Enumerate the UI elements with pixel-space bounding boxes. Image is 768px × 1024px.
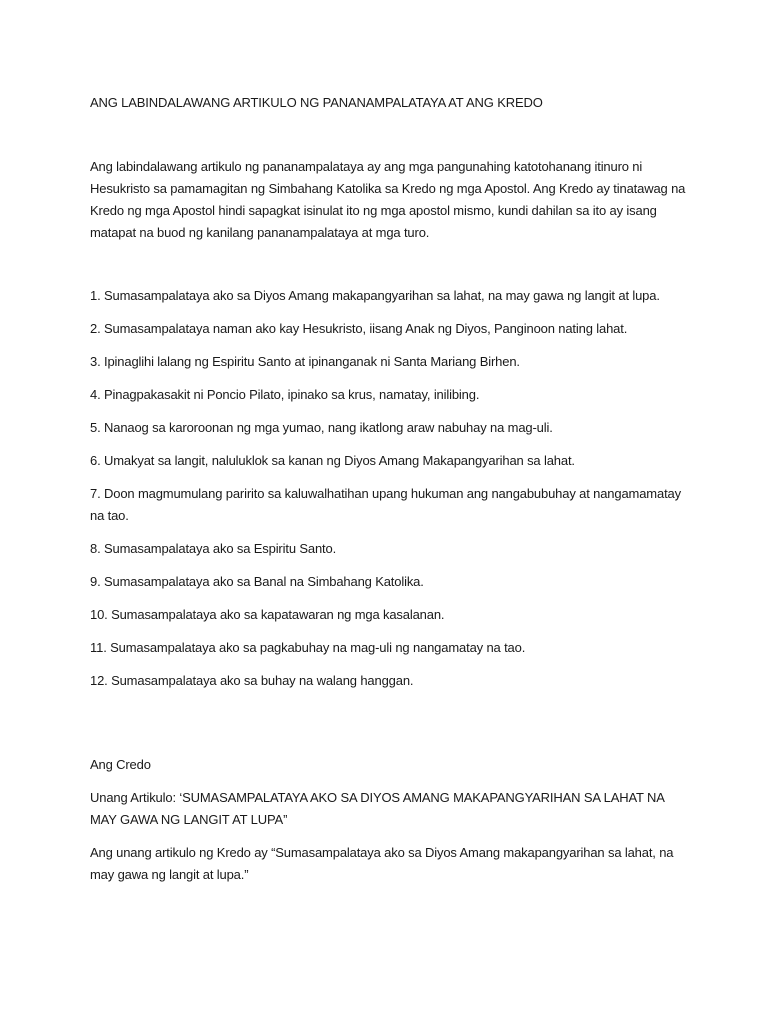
article-item: 6. Umakyat sa langit, naluluklok sa kanan ng Diyos Amang Makapangyarihan sa lahat.: [90, 453, 575, 468]
article-item: 8. Sumasampalataya ako sa Espiritu Santo.: [90, 541, 337, 556]
article-item: 11. Sumasampalataya ako sa pagkabuhay na mag-uli ng nangamatay na tao.: [90, 640, 526, 655]
article-item: 3. Ipinaglihi lalang ng Espiritu Santo at ipinanganak ni Santa Mariang Birhen.: [90, 354, 520, 369]
document-title: ANG LABINDALAWANG ARTIKULO NG PANANAMPALATAYA AT ANG KREDO: [90, 95, 543, 110]
article-item: 10. Sumasampalataya ako sa kapatawaran ng mga kasalanan.: [90, 607, 445, 622]
article-item: 7. Doon magmumulang paririto sa kaluwalhatihan upang hukuman ang nangabubuhay at nangamamatay na tao.: [90, 486, 681, 523]
credo-heading: Ang Credo: [90, 757, 151, 772]
article-item: 9. Sumasampalataya ako sa Banal na Simbahang Katolika.: [90, 574, 424, 589]
articles-list: [90, 285, 690, 692]
intro-paragraph: Ang labindalawang artikulo ng pananampalataya ay ang mga pangunahing katotohanang itinuro ni Hesukristo sa pamamagitan ng Simbahang Katolika sa Kredo ng mga Apostol. Ang Kredo ay tinatawag na Kredo ng mga Apostol hindi sapagkat isinulat ito ng mga apostol mismo, kundi dahilan sa ito ay isang matapat na buod ng kanilang pananampalataya at mga turo.: [90, 159, 686, 240]
article-item: 5. Nanaog sa karoroonan ng mga yumao, nang ikatlong araw nabuhay na mag-uli.: [90, 420, 553, 435]
credo-subtitle: Unang Artikulo: ‘SUMASAMPALATAYA AKO SA DIYOS AMANG MAKAPANGYARIHAN SA LAHAT NA MAY GAWA NG LANGIT AT LUPA”: [90, 790, 665, 827]
credo-paragraph: Ang unang artikulo ng Kredo ay “Sumasampalataya ako sa Diyos Amang makapangyarihan sa lahat, na may gawa ng langit at lupa.”: [90, 845, 674, 882]
document-body: [90, 92, 690, 886]
article-item: 4. Pinagpakasakit ni Poncio Pilato, ipinako sa krus, namatay, inilibing.: [90, 387, 480, 402]
article-item: 1. Sumasampalataya ako sa Diyos Amang makapangyarihan sa lahat, na may gawa ng langit at lupa.: [90, 288, 660, 303]
article-item: 12. Sumasampalataya ako sa buhay na walang hanggan.: [90, 673, 414, 688]
article-item: 2. Sumasampalataya naman ako kay Hesukristo, iisang Anak ng Diyos, Panginoon nating lahat.: [90, 321, 628, 336]
